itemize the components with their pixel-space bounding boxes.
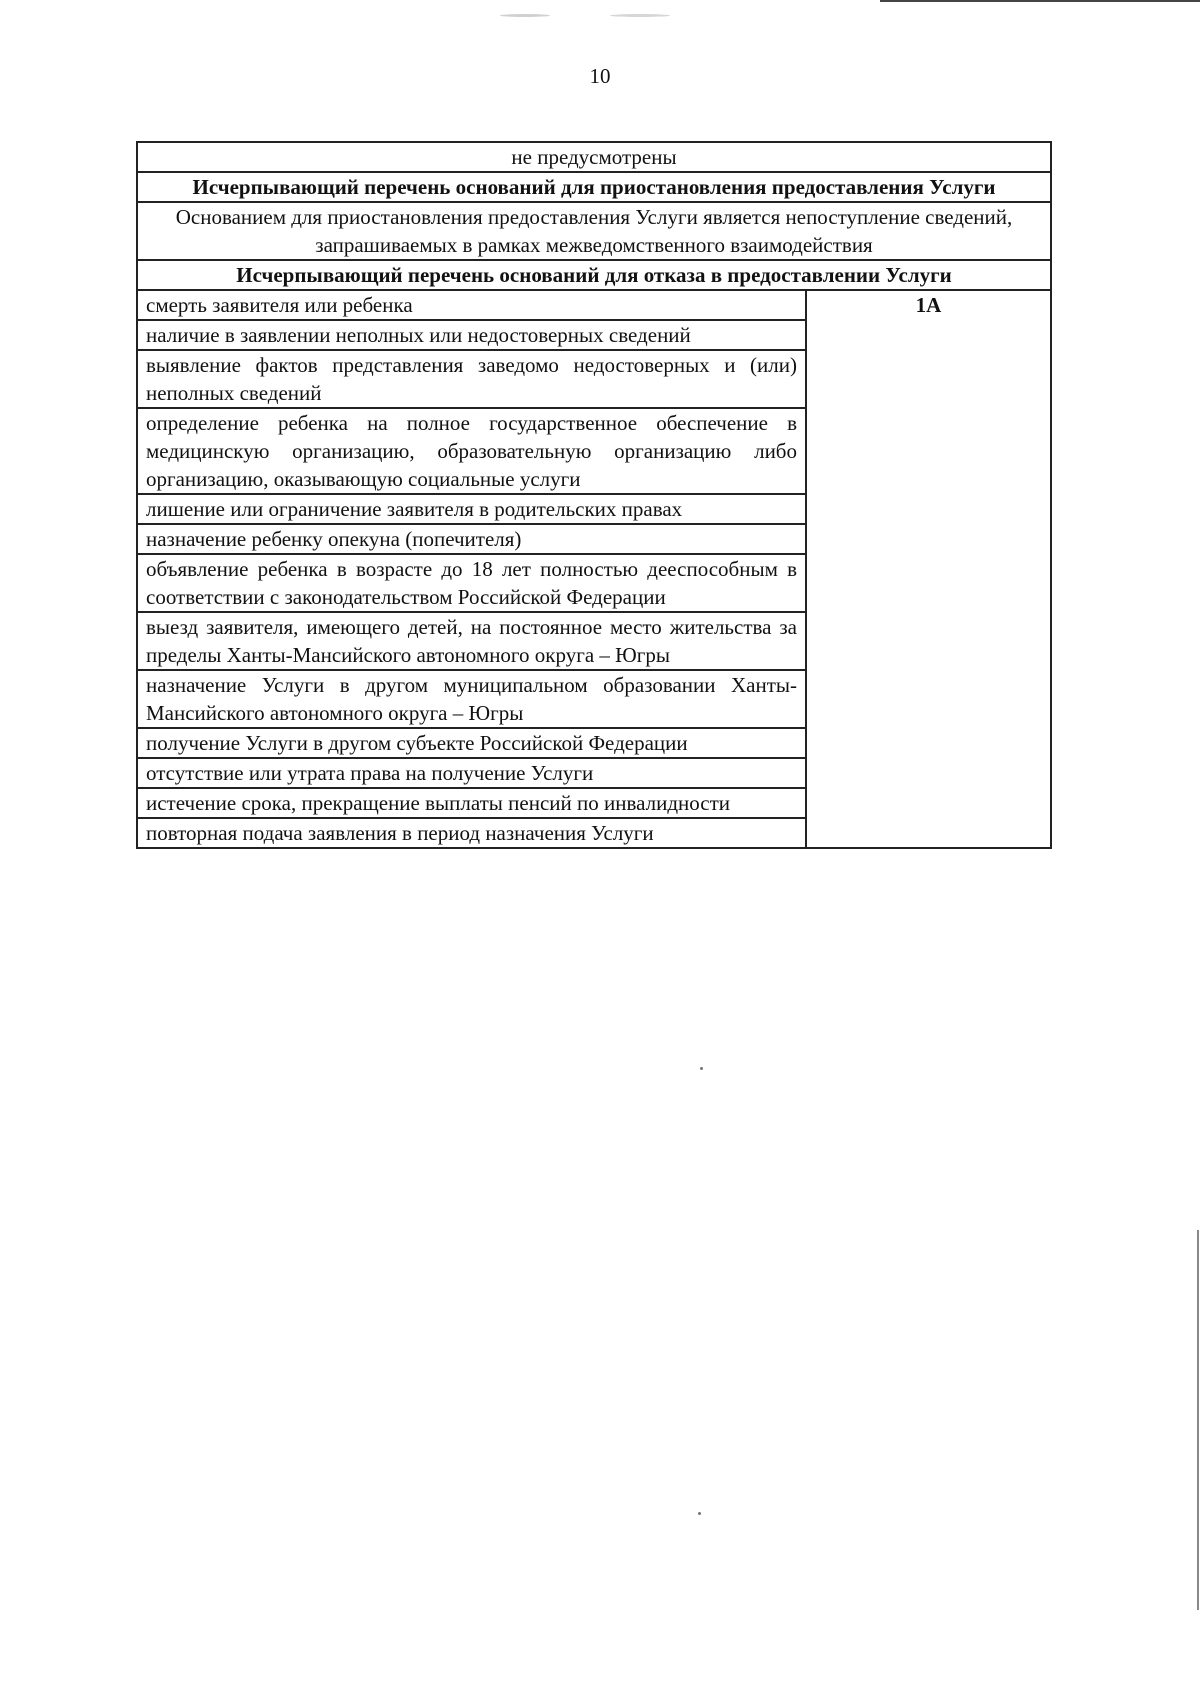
not-provided-cell: не предусмотрены	[137, 142, 1051, 172]
refusal-heading: Исчерпывающий перечень оснований для отказа в предоставлении Услуги	[137, 260, 1051, 290]
suspension-text: Основанием для приостановления предоставления Услуги является непоступление сведений, запрашиваемых в рамках межведомственного взаимодействия	[137, 202, 1051, 260]
grounds-table	[136, 141, 1052, 849]
refusal-reason: объявление ребенка в возрасте до 18 лет полностью дееспособным в соответствии с законодательством Российской Федерации	[137, 554, 806, 612]
scan-speck	[610, 14, 670, 17]
refusal-reason: наличие в заявлении неполных или недостоверных сведений	[137, 320, 806, 350]
page-number: 10	[589, 64, 611, 88]
table-row	[137, 290, 1051, 320]
scan-speck	[500, 14, 550, 17]
suspension-heading: Исчерпывающий перечень оснований для приостановления предоставления Услуги	[137, 172, 1051, 202]
refusal-reason: лишение или ограничение заявителя в родительских правах	[137, 494, 806, 524]
refusal-reason: назначение ребенку опекуна (попечителя)	[137, 524, 806, 554]
table-row	[137, 172, 1051, 202]
refusal-reason: назначение Услуги в другом муниципальном образовании Ханты-Мансийского автономного округа – Югры	[137, 670, 806, 728]
table-row	[137, 142, 1051, 172]
scan-speck	[700, 1067, 703, 1070]
refusal-code: 1А	[806, 290, 1051, 848]
refusal-reason: истечение срока, прекращение выплаты пенсий по инвалидности	[137, 788, 806, 818]
refusal-reason: получение Услуги в другом субъекте Российской Федерации	[137, 728, 806, 758]
scan-edge-line	[1197, 1230, 1199, 1610]
refusal-reason: отсутствие или утрата права на получение Услуги	[137, 758, 806, 788]
refusal-reason: смерть заявителя или ребенка	[137, 290, 806, 320]
scan-edge-line	[880, 0, 1200, 2]
refusal-reason: выезд заявителя, имеющего детей, на постоянное место жительства за пределы Ханты-Мансийского автономного округа – Югры	[137, 612, 806, 670]
refusal-reason: повторная подача заявления в период назначения Услуги	[137, 818, 806, 848]
scan-speck	[698, 1512, 701, 1515]
refusal-reason: определение ребенка на полное государственное обеспечение в медицинскую организацию, образовательную организацию либо организацию, оказывающую социальные услуги	[137, 408, 806, 494]
table-row	[137, 202, 1051, 260]
table-row	[137, 260, 1051, 290]
refusal-reason: выявление фактов представления заведомо недостоверных и (или) неполных сведений	[137, 350, 806, 408]
